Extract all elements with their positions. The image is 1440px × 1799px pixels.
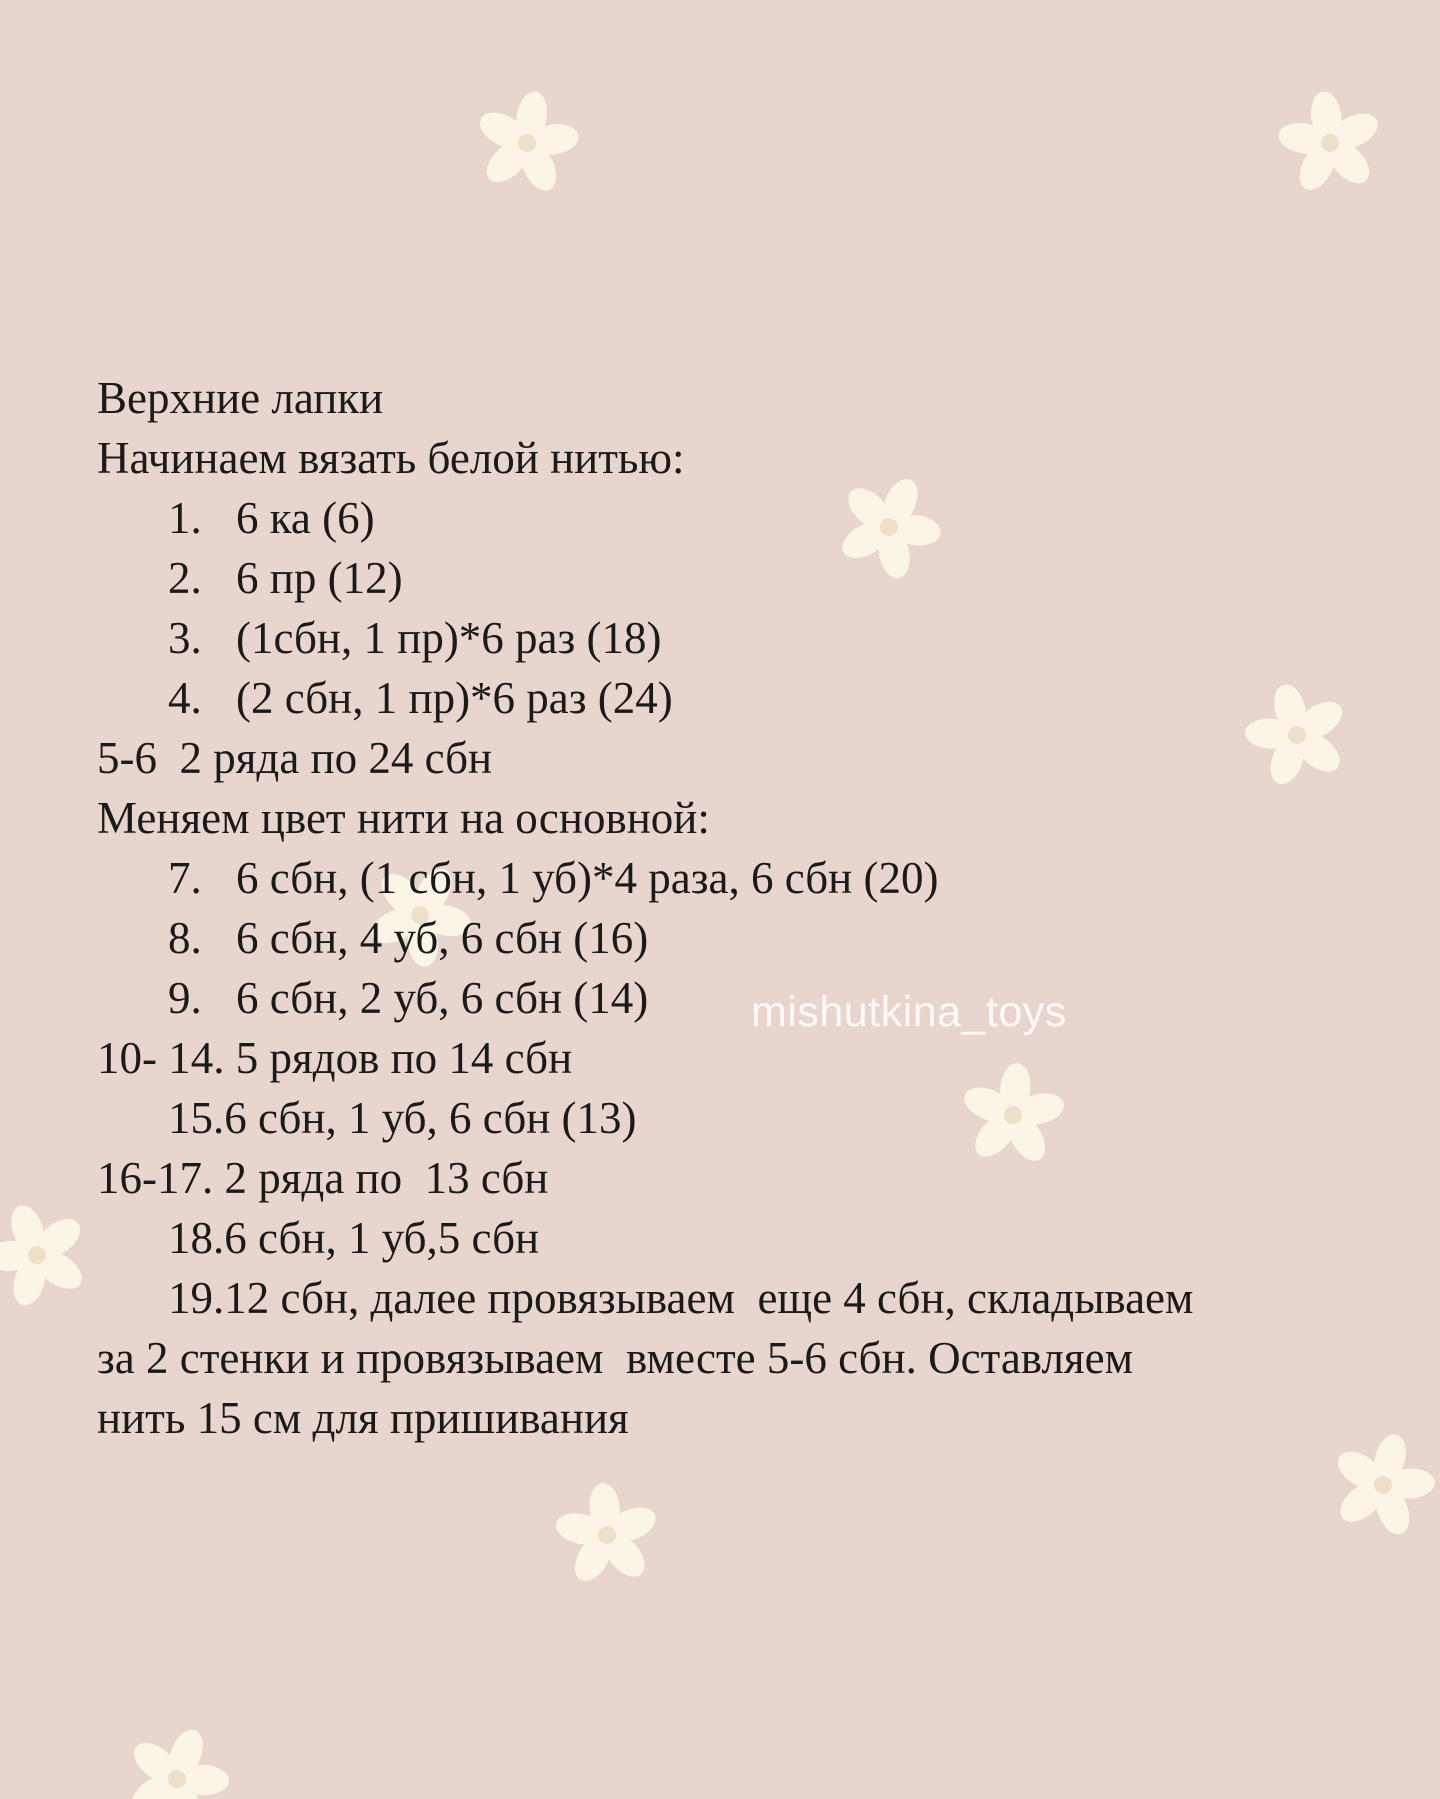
row-text: (1сбн, 1 пр)*6 раз (18) bbox=[236, 613, 662, 663]
row-number: 7. bbox=[168, 853, 202, 903]
row-item bbox=[97, 548, 1397, 608]
row-15: 15.6 сбн, 1 уб, 6 сбн (13) bbox=[168, 1093, 637, 1143]
row-number: 8. bbox=[168, 913, 202, 963]
row-19-line-3: нить 15 см для пришивания bbox=[97, 1393, 629, 1443]
row-number: 9. bbox=[168, 973, 202, 1023]
pattern-title: Верхние лапки bbox=[97, 373, 384, 423]
flower-icon bbox=[1269, 84, 1390, 201]
row-19-line-2: за 2 стенки и провязываем вместе 5-6 сбн. Оставляем bbox=[97, 1333, 1134, 1383]
row-5-6: 5-6 2 ряда по 24 сбн bbox=[97, 733, 493, 783]
row-text: 6 пр (12) bbox=[236, 553, 403, 603]
row-16-17: 16-17. 2 ряда по 13 сбн bbox=[97, 1153, 549, 1203]
row-text: 6 ка (6) bbox=[236, 493, 375, 543]
row-text: 6 сбн, 4 уб, 6 сбн (16) bbox=[236, 913, 649, 963]
row-10-14: 10- 14. 5 рядов по 14 сбн bbox=[97, 1033, 573, 1083]
row-text: 6 сбн, 2 уб, 6 сбн (14) bbox=[236, 973, 649, 1023]
flower-icon bbox=[549, 1478, 666, 1590]
row-text: 6 сбн, (1 сбн, 1 уб)*4 раза, 6 сбн (20) bbox=[236, 853, 939, 903]
flower-icon bbox=[465, 82, 589, 202]
row-number: 1. bbox=[168, 493, 202, 543]
row-18: 18.6 сбн, 1 уб,5 сбн bbox=[168, 1213, 540, 1263]
row-item bbox=[97, 908, 1397, 968]
row-item bbox=[97, 608, 1397, 668]
row-number: 3. bbox=[168, 613, 202, 663]
pattern-text bbox=[97, 368, 1397, 1448]
row-item bbox=[97, 668, 1397, 728]
row-number: 4. bbox=[168, 673, 202, 723]
row-item bbox=[97, 968, 1397, 1028]
watermark: mishutkina_toys bbox=[751, 988, 1067, 1036]
intro-main-thread: Меняем цвет нити на основной: bbox=[97, 793, 710, 843]
row-19-line-1: 19.12 сбн, далее провязываем еще 4 сбн, складываем bbox=[168, 1273, 1194, 1323]
intro-white-thread: Начинаем вязать белой нитью: bbox=[97, 433, 685, 483]
row-number: 2. bbox=[168, 553, 202, 603]
row-item bbox=[97, 488, 1397, 548]
row-text: (2 сбн, 1 пр)*6 раз (24) bbox=[236, 673, 673, 723]
flower-icon bbox=[0, 1188, 105, 1322]
flower-icon bbox=[109, 1712, 246, 1799]
row-item bbox=[97, 848, 1397, 908]
